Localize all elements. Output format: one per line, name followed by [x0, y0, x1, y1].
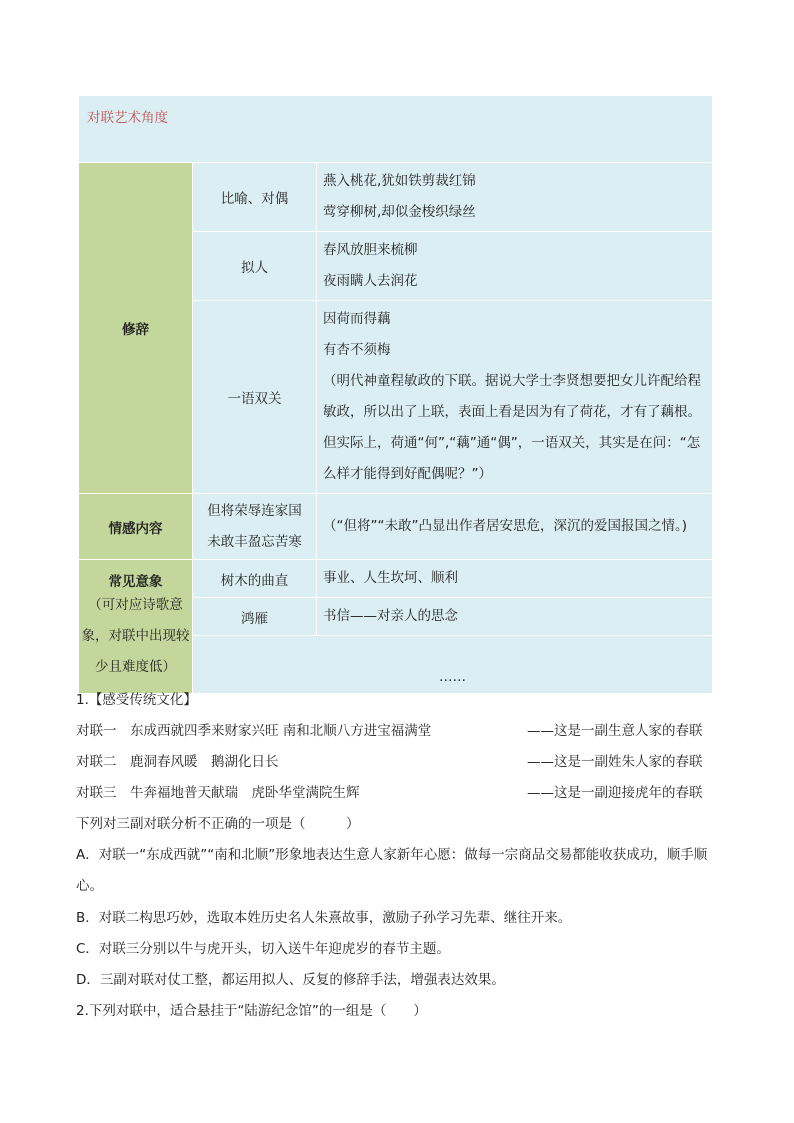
- q2-prompt: 2.下列对联中，适合悬挂于“陆游纪念馆”的一组是（ ）: [76, 1003, 427, 1019]
- type-trees: 树木的曲直: [193, 560, 317, 598]
- emotion-content: （“但将”“未敢”凸显出作者居安思危，深沉的爱国报国之情。): [317, 494, 713, 560]
- category-rhetoric: 修辞: [79, 163, 193, 494]
- content-trees: 事业、人生坎坷、顺利: [317, 560, 713, 598]
- example-personification: 春风放胆来梳柳 夜雨瞒人去润花: [317, 232, 713, 301]
- imagery-note: （可对应诗歌意象，对联中出现较少且难度低）: [81, 597, 190, 675]
- table-header: 对联艺术角度: [79, 96, 713, 163]
- q1-option-d: D．三副对联对仗工整，都运用拟人、反复的修辞手法，增强表达效果。: [76, 972, 505, 988]
- example-metaphor: 燕入桃花,犹如铁剪裁红锦 莺穿柳树,却似金梭织绿丝: [317, 163, 713, 232]
- q1-option-b: B．对联二构思巧妙，选取本姓历史名人朱熹故事，激励子孙学习先辈、继往开来。: [76, 910, 572, 926]
- type-emotion-couplet: 但将荣辱连家国 未敢丰盈忘苦寒: [193, 494, 317, 560]
- imagery-ellipsis: ……: [193, 636, 713, 694]
- couplet-1: 对联一 东成西就四季来财家兴旺 南和北顺八方进宝福满堂 ——这是一副生意人家的春联: [76, 723, 703, 739]
- type-wild-goose: 鸿雁: [193, 598, 317, 636]
- q1-title: 1.【感受传统文化】: [76, 692, 197, 708]
- couplet-2: 对联二 鹿洞春风暖 鹅湖化日长 ——这是一副姓朱人家的春联: [76, 754, 703, 770]
- q1-option-c: C．对联三分别以牛与虎开头，切入送牛年迎虎岁的春节主题。: [76, 941, 450, 957]
- couplet-3: 对联三 牛奔福地普天献瑞 虎卧华堂满院生辉 ——这是一副迎接虎年的春联: [76, 785, 703, 801]
- type-metaphor-antithesis: 比喻、对偶: [193, 163, 317, 232]
- couplet-art-table: [78, 95, 713, 694]
- type-personification: 拟人: [193, 232, 317, 301]
- content-wild-goose: 书信——对亲人的思念: [317, 598, 713, 636]
- q1-option-a: A．对联一“东成西就”“南和北顺”形象地表达生意人家新年心愿：做每一宗商品交易都能收获成功，顺手顺心。: [76, 847, 708, 894]
- category-emotion: 情感内容: [79, 494, 193, 560]
- q1-prompt: 下列对三副对联分析不正确的一项是（ ）: [76, 816, 360, 832]
- example-pun: 因荷而得藕 有杏不须梅 （明代神童程敏政的下联。据说大学士李贤想要把女儿许配给程敏政，所以出了上联，表面上看是因为有了荷花，才有了藕根。但实际上，荷通“何”,“藕”通“偶”，一语双关，其实是在问：“怎么样才能得到好配偶呢？”）: [317, 301, 713, 494]
- category-imagery: 常见意象 （可对应诗歌意象，对联中出现较少且难度低）: [79, 560, 193, 694]
- type-pun: 一语双关: [193, 301, 317, 494]
